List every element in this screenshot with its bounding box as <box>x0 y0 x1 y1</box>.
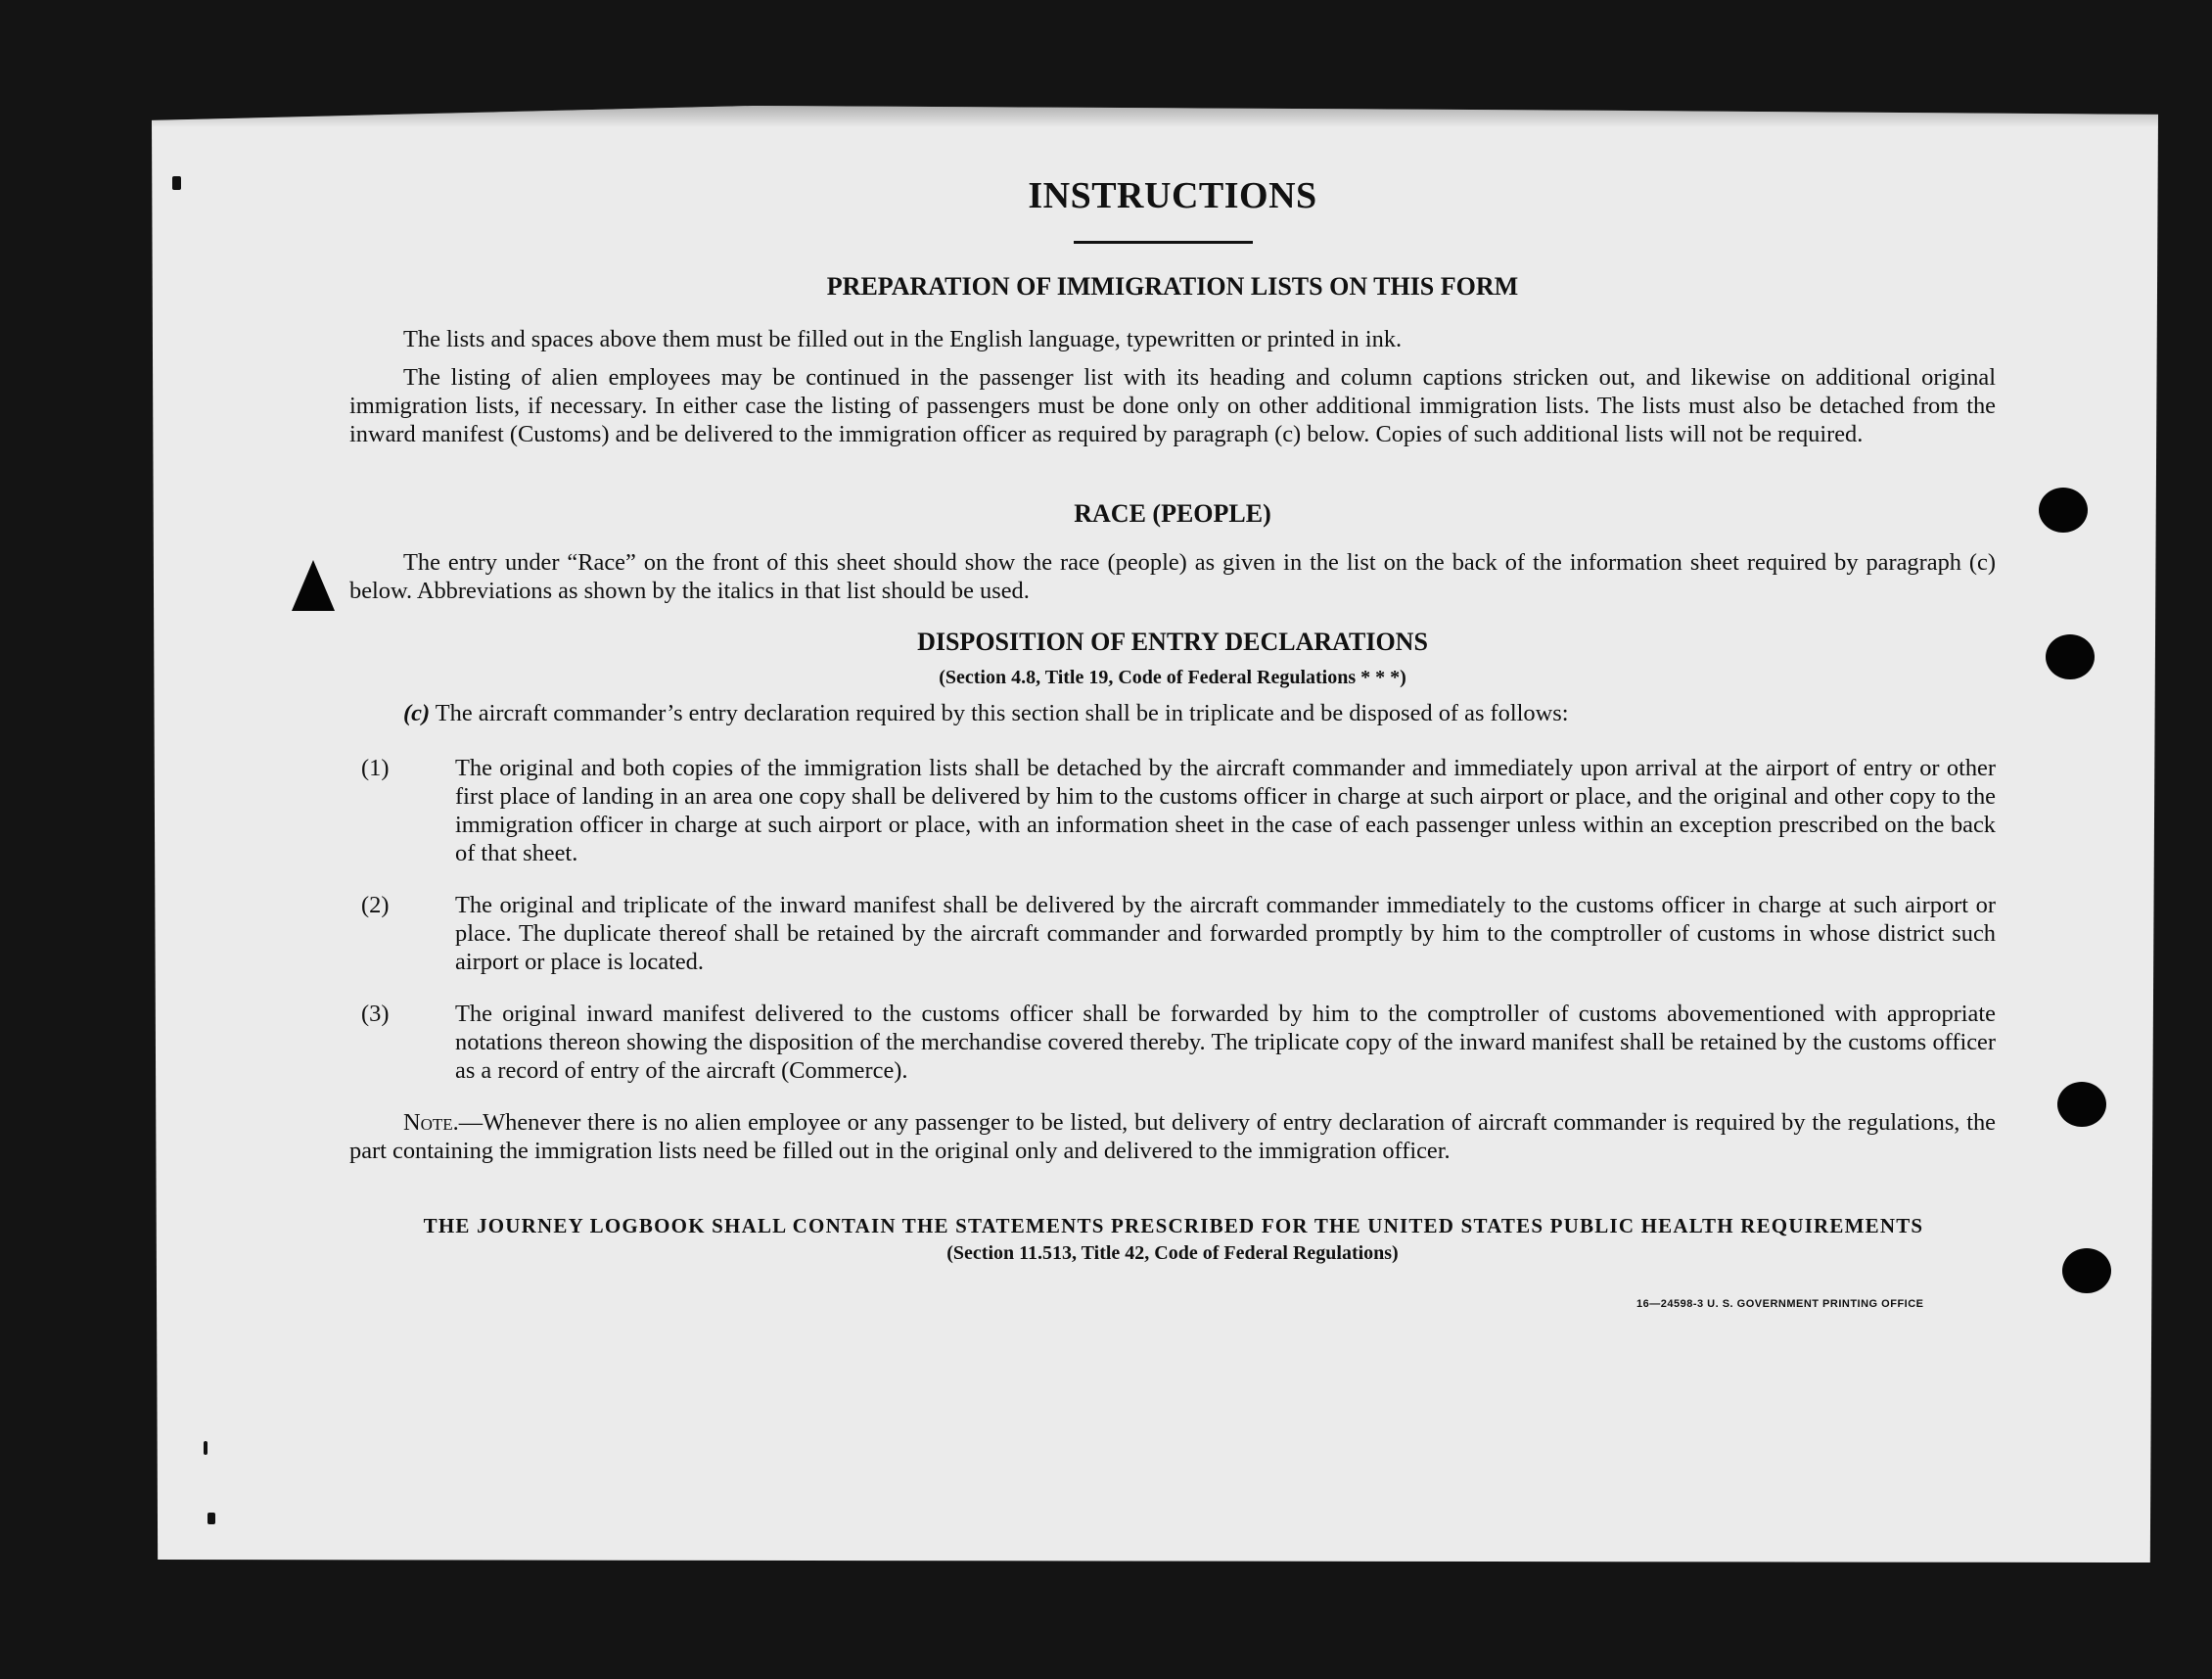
scan-edge-shadow <box>152 106 2158 127</box>
speck-mark <box>204 1441 207 1455</box>
printing-office-imprint: 16—24598-3 U. S. GOVERNMENT PRINTING OFFICE <box>1636 1298 1924 1310</box>
preparation-heading: PREPARATION OF IMMIGRATION LISTS ON THIS FORM <box>826 272 1519 301</box>
disposition-item-2 <box>361 891 1996 976</box>
punch-hole-1 <box>2039 488 2088 533</box>
item-text: The original and triplicate of the inward manifest shall be delivered by the aircraft commander immediately to the customs officer in charge at such airport or place. The duplicate thereof shall be retained by the aircraft commander and forwarded promptly by him to the comptroller of customs in whose district such airport or place is located. <box>455 892 1996 975</box>
disposition-heading: DISPOSITION OF ENTRY DECLARATIONS <box>917 628 1428 656</box>
note-label: Note. <box>403 1109 459 1136</box>
note-paragraph <box>349 1108 1996 1165</box>
triangle-mark <box>292 560 335 611</box>
item-text: The original and both copies of the immigration lists shall be detached by the aircraft commander and immediately upon arrival at the airport of entry or other first place of landing in an area one copy shall be delivered by him to the customs officer in charge at such airport or place, and the original and other copy to the immigration officer in charge at such airport or place, with an information sheet in the case of each passenger unless within an exception prescribed on the back of that sheet. <box>455 755 1996 866</box>
disposition-citation: (Section 4.8, Title 19, Code of Federal Regulations * * *) <box>939 667 1406 688</box>
race-paragraph: The entry under “Race” on the front of this sheet should show the race (people) as given in the list on the back of the information sheet required by paragraph (c) below. Abbreviations as shown by the italics in that list should be used. <box>349 549 1996 604</box>
title-rule <box>1074 241 1253 244</box>
punch-hole-3 <box>2057 1082 2106 1127</box>
item-text: The original inward manifest delivered to the customs officer shall be forwarded by him to the comptroller of customs abovementioned with appropriate notations thereon showing the disposition of the merchandise covered thereby. The triplicate copy of the inward manifest shall be retained by the customs officer as a record of entry of the aircraft (Commerce). <box>455 1001 1996 1084</box>
health-requirements-line: THE JOURNEY LOGBOOK SHALL CONTAIN THE STATEMENTS PRESCRIBED FOR THE UNITED STATES PUBLIC HEALTH REQUIREMENTS <box>423 1214 1924 1237</box>
intro-label: (c) <box>403 700 431 726</box>
disposition-intro <box>403 699 1996 727</box>
page-title: INSTRUCTIONS <box>1028 175 1317 216</box>
intro-text: The aircraft commander’s entry declaration required by this section shall be in triplicate and be disposed of as follows: <box>435 700 1569 726</box>
speck-mark <box>207 1513 215 1524</box>
item-number: (3) <box>361 1001 390 1027</box>
speck-mark <box>172 176 181 190</box>
preparation-paragraph-2: The listing of alien employees may be continued in the passenger list with its heading and column captions stricken out, and likewise on additional original immigration lists, if necessary. In either case the listing of passengers must be done only on other additional immigration lists. The lists must also be detached from the inward manifest (Customs) and be delivered to the immigration officer as required by paragraph (c) below. Copies of such additional lists will not be required. <box>349 364 1996 447</box>
note-text: —Whenever there is no alien employee or any passenger to be listed, but delivery of entry declaration of aircraft commander is required by the regulations, the part containing the immigration lists need be filled out in the original only and delivered to the immigration officer. <box>349 1109 1996 1164</box>
disposition-item-1 <box>361 754 1996 867</box>
race-heading: RACE (PEOPLE) <box>1074 499 1271 528</box>
health-citation: (Section 11.513, Title 42, Code of Federal Regulations) <box>946 1242 1399 1264</box>
punch-hole-2 <box>2046 634 2095 679</box>
preparation-paragraph-1: The lists and spaces above them must be filled out in the English language, typewritten or printed in ink. <box>403 326 1403 352</box>
item-number: (2) <box>361 892 390 918</box>
punch-hole-4 <box>2062 1248 2111 1293</box>
disposition-item-3 <box>361 1000 1996 1085</box>
item-number: (1) <box>361 755 390 781</box>
